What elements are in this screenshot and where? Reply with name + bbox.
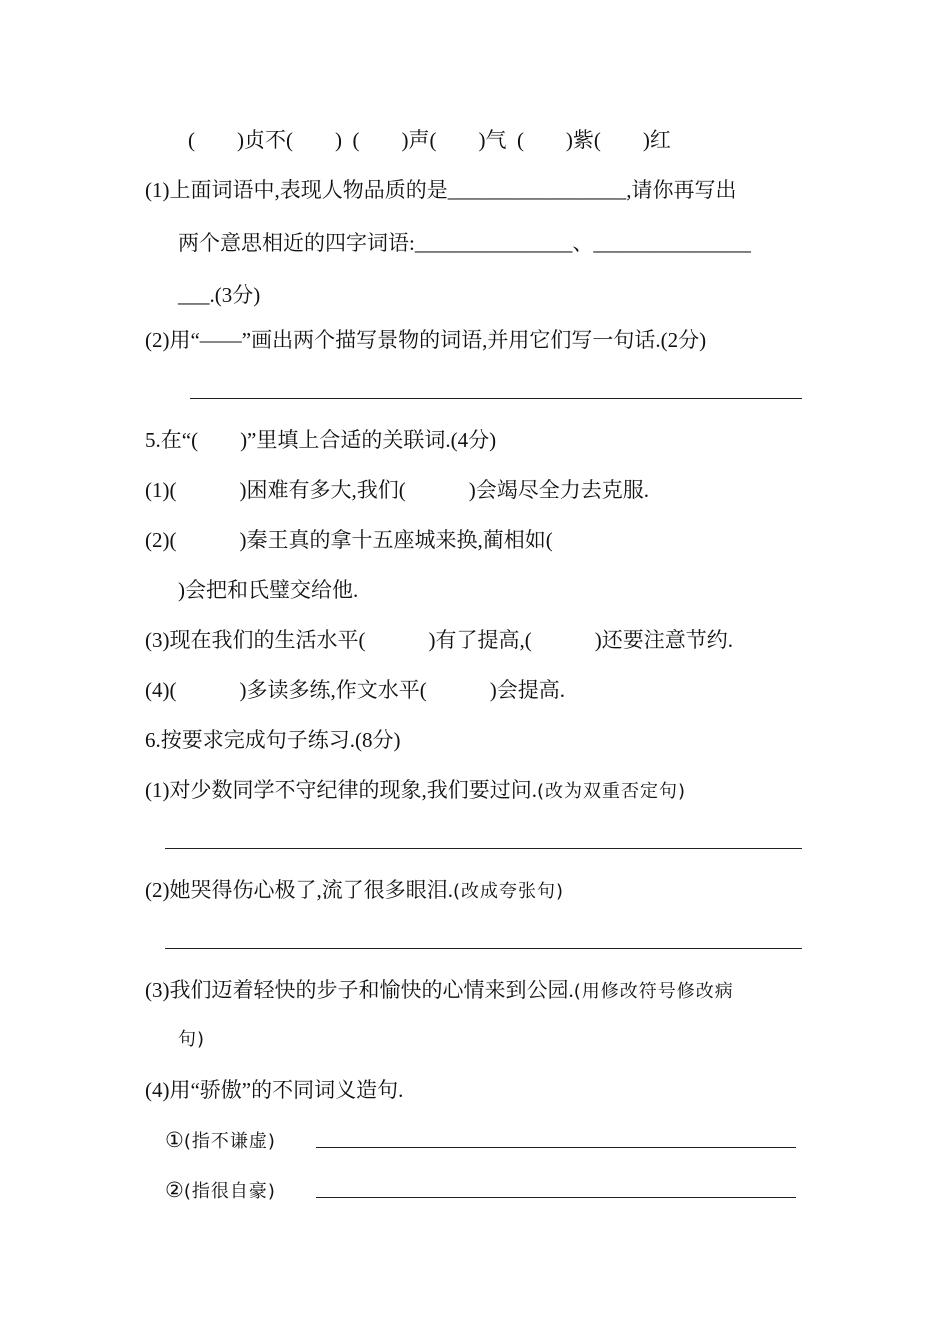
q6-sentence-3-cont: 句) xyxy=(178,1029,206,1050)
q6-s4-item-b xyxy=(165,1177,276,1205)
idioms-line: ( )贞不( ) ( )声( )气 ( )紫( )红 xyxy=(188,128,671,152)
q6-sentence-3 xyxy=(145,977,734,1005)
q6-s1-hint: (改为双重否定句) xyxy=(537,781,687,802)
q5-item-2-cont: )会把和氏璧交给他. xyxy=(178,578,359,602)
q5-item-4: (4)( )多读多练,作文水平( )会提高. xyxy=(145,678,565,702)
q6-s2-answer-line[interactable] xyxy=(165,948,802,949)
q4-part1-line1: (1)上面词语中,表现人物品质的是_________________,请你再写出 xyxy=(145,178,737,202)
q6-s3-text: (3)我们迈着轻快的步子和愉快的心情来到公园. xyxy=(145,978,574,1002)
q4-answer-line[interactable] xyxy=(190,398,802,399)
q6-sentence-2 xyxy=(145,877,564,905)
q6-s1-answer-line[interactable] xyxy=(165,848,802,849)
q4-part1-line2: 两个意思相近的四字词语:_______________、_______________ xyxy=(178,231,751,255)
q4-part1-line3: ___.(3分) xyxy=(178,283,261,307)
q6-title: 6.按要求完成句子练习.(8分) xyxy=(145,728,401,752)
q6-s4a-marker: ① xyxy=(165,1128,184,1152)
q6-sentence-1 xyxy=(145,777,686,805)
q5-item-2: (2)( )秦王真的拿十五座城来换,蔺相如( xyxy=(145,528,553,552)
q6-s2-hint: (改成夸张句) xyxy=(453,881,565,902)
q6-s3-hint: (用修改符号修改病 xyxy=(573,981,734,1002)
q5-title: 5.在“( )”里填上合适的关联词.(4分) xyxy=(145,428,497,452)
q6-s4a-answer-line[interactable] xyxy=(316,1147,796,1148)
q4-part2: (2)用“——”画出两个描写景物的词语,并用它们写一句话.(2分) xyxy=(145,328,707,352)
q6-s4b-marker: ② xyxy=(165,1178,184,1202)
q6-s4-item-a xyxy=(165,1127,276,1155)
q6-s4b-answer-line[interactable] xyxy=(316,1197,796,1198)
q6-s4a-hint: (指不谦虚) xyxy=(183,1131,276,1152)
q5-item-3: (3)现在我们的生活水平( )有了提高,( )还要注意节约. xyxy=(145,628,733,652)
q6-sentence-4: (4)用“骄傲”的不同词义造句. xyxy=(145,1078,404,1102)
q5-item-1: (1)( )困难有多大,我们( )会竭尽全力去克服. xyxy=(145,478,649,502)
q6-s2-text: (2)她哭得伤心极了,流了很多眼泪. xyxy=(145,878,453,902)
q6-s1-text: (1)对少数同学不守纪律的现象,我们要过问. xyxy=(145,778,537,802)
q6-s4b-hint: (指很自豪) xyxy=(183,1181,276,1202)
